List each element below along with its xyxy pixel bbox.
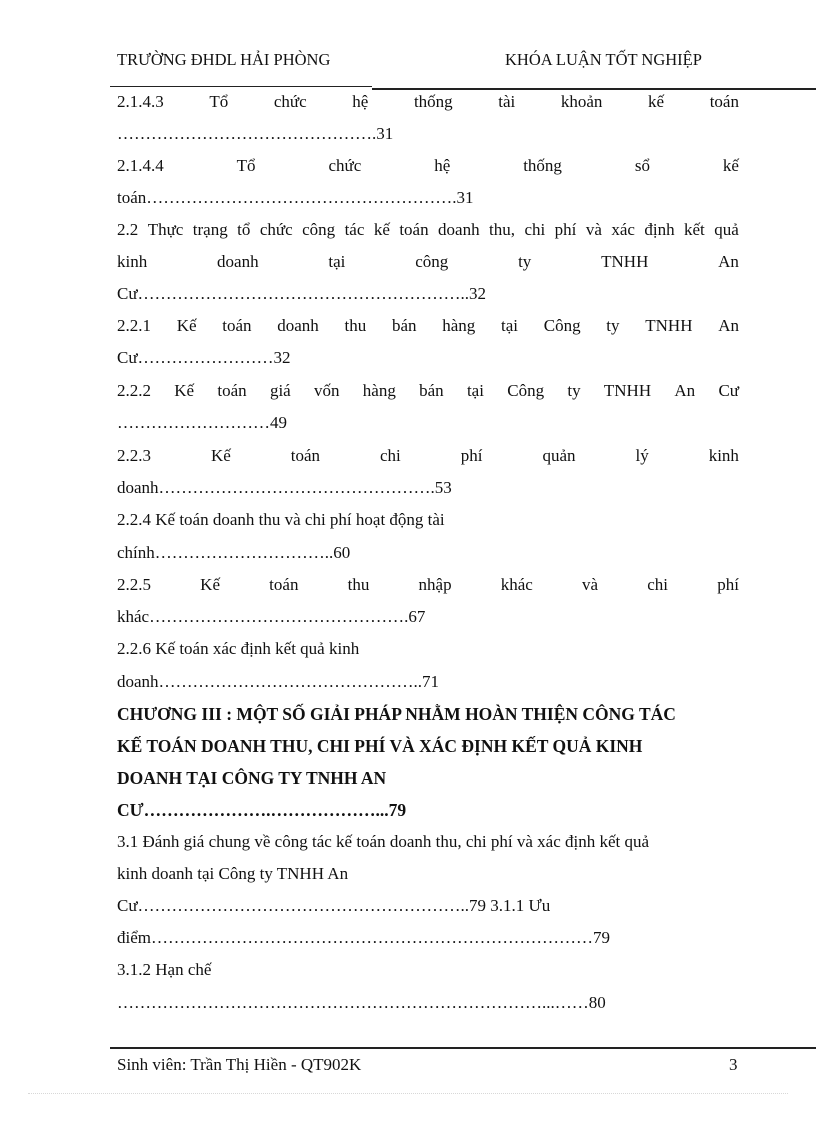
toc-word: 2.2.2 [117, 381, 151, 400]
toc-word: An [674, 381, 696, 400]
toc-word: 2.2.3 [117, 446, 151, 465]
toc-word: TNHH [601, 252, 649, 271]
toc-word: định [644, 220, 675, 239]
toc-line: chính…………………………..60 [117, 543, 351, 562]
toc-word: chi [380, 446, 401, 465]
toc-word: thu, [489, 220, 515, 239]
toc-line: điểm……………………………………………………………………79 [117, 928, 610, 947]
toc-word: thống [523, 156, 562, 175]
toc-word: và [582, 575, 599, 594]
toc-word: Công [507, 381, 545, 400]
toc-word: thu [347, 575, 370, 594]
footer-student-name: Sinh viên: Trần Thị Hiền - QT902K [117, 1055, 362, 1074]
toc-word: hệ [434, 156, 451, 175]
toc-word: Tổ [209, 92, 229, 111]
toc-word: chi [647, 575, 669, 594]
toc-word: tại [466, 381, 484, 400]
toc-word: thống [413, 92, 453, 111]
toc-word: sổ [634, 156, 650, 175]
toc-word: TNHH [603, 381, 652, 400]
toc-line: doanh………………………………………….53 [117, 478, 452, 497]
toc-word: chức [273, 92, 307, 111]
toc-word: phí [717, 575, 739, 594]
toc-word: khoản [560, 92, 603, 111]
toc-line: doanh………………………………………..71 [117, 672, 440, 691]
toc-word: hàng [362, 381, 396, 400]
toc-word: An [718, 316, 739, 335]
toc-word: tại [328, 252, 346, 271]
toc-word: 2.1.4.3 [117, 92, 164, 111]
toc-word: giá [269, 381, 291, 400]
toc-line: DOANH TẠI CÔNG TY TNHH AN [117, 768, 387, 788]
toc-word: phí [554, 220, 577, 239]
toc-word: TNHH [645, 316, 693, 335]
toc-line: khác……………………………………….67 [117, 607, 426, 626]
toc-word: tổ [237, 220, 251, 239]
toc-word: toán [269, 575, 299, 594]
toc-word: Kế [210, 446, 231, 465]
toc-line: …………………………………………………………………...……80 [117, 993, 606, 1012]
toc-line: Cư……………………32 [117, 348, 291, 367]
toc-word: vốn [314, 381, 340, 400]
toc-word: kinh [708, 446, 739, 465]
toc-word: toán [222, 316, 252, 335]
toc-word: toán [217, 381, 247, 400]
toc-word: Thực [147, 220, 184, 239]
toc-word: trạng [192, 220, 228, 239]
toc-line [117, 440, 739, 472]
toc-word: chi [524, 220, 546, 239]
toc-line: CHƯƠNG III : MỘT SỐ GIẢI PHÁP NHẰM HOÀN THIỆN CÔNG TÁC [117, 704, 676, 724]
toc-line [117, 310, 739, 342]
toc-line: 2.2.4 Kế toán doanh thu và chi phí hoạt động tài [117, 510, 445, 529]
toc-word: quả [714, 220, 739, 239]
toc-word: chức [259, 220, 293, 239]
toc-line: 3.1 Đánh giá chung về công tác kế toán doanh thu, chi phí và xác định kết quả [117, 832, 650, 851]
toc-word: Tổ [236, 156, 256, 175]
footer-page-number: 3 [729, 1055, 738, 1074]
toc-word: và [585, 220, 602, 239]
toc-word: toán [709, 92, 739, 111]
toc-word: ty [518, 252, 532, 271]
toc-word: Kế [174, 381, 195, 400]
toc-word: bán [391, 316, 417, 335]
toc-line: 2.2.6 Kế toán xác định kết quả kinh [117, 639, 360, 658]
toc-word: kế [648, 92, 665, 111]
toc-word: ty [606, 316, 620, 335]
toc-word: lý [635, 446, 649, 465]
toc-word: bán [419, 381, 444, 400]
toc-word: kết [684, 220, 705, 239]
toc-word: 2.2 [117, 220, 139, 239]
toc-word: công [415, 252, 449, 271]
toc-word: kế [373, 220, 390, 239]
toc-line [117, 375, 739, 407]
toc-line [117, 150, 739, 182]
toc-word: An [718, 252, 739, 271]
toc-word: ty [567, 381, 581, 400]
toc-line: ……………………………………….31 [117, 124, 394, 143]
toc-word: toán [399, 220, 429, 239]
toc-word: tác [344, 220, 365, 239]
toc-word: kinh [117, 252, 148, 271]
toc-line: KẾ TOÁN DOANH THU, CHI PHÍ VÀ XÁC ĐỊNH KẾT QUẢ KINH [117, 736, 643, 756]
toc-word: kế [722, 156, 739, 175]
toc-word: doanh [438, 220, 480, 239]
toc-line: toán……………………………………………….31 [117, 188, 474, 207]
toc-word: Cư [718, 381, 739, 400]
toc-word: toán [290, 446, 321, 465]
toc-line: 3.1.2 Hạn chế [117, 960, 212, 979]
toc-word: tài [498, 92, 516, 111]
toc-word: phí [460, 446, 483, 465]
toc-word: nhập [418, 575, 452, 594]
footer-rule [110, 1047, 816, 1049]
toc-word: chức [328, 156, 362, 175]
toc-word: xác [611, 220, 635, 239]
header-school-name: TRƯỜNG ĐHDL HẢI PHÒNG [117, 50, 331, 69]
toc-word: Kế [200, 575, 220, 594]
toc-word: hàng [442, 316, 476, 335]
toc-line [117, 86, 739, 118]
toc-word: doanh [217, 252, 259, 271]
toc-line: CƯ………………….………………...79 [117, 800, 407, 820]
toc-word: thu [344, 316, 367, 335]
toc-word: tại [501, 316, 519, 335]
toc-word: Kế [176, 316, 197, 335]
page-bottom-border [28, 1093, 788, 1094]
toc-line [117, 214, 739, 246]
toc-line: ………………………49 [117, 413, 287, 432]
toc-word: quản [542, 446, 576, 465]
toc-word: khác [500, 575, 533, 594]
toc-word: 2.2.1 [117, 316, 151, 335]
toc-line: Cư…………………………………………………..79 3.1.1 Ưu [117, 896, 551, 915]
toc-word: hệ [352, 92, 369, 111]
toc-word: 2.2.5 [117, 575, 151, 594]
toc-word: 2.1.4.4 [117, 156, 164, 175]
toc-line: kinh doanh tại Công ty TNHH An [117, 864, 349, 883]
toc-word: Công [543, 316, 581, 335]
toc-word: công [302, 220, 336, 239]
toc-word: doanh [277, 316, 319, 335]
header-document-type: KHÓA LUẬN TỐT NGHIỆP [505, 50, 702, 69]
toc-line: Cư…………………………………………………..32 [117, 284, 487, 303]
toc-line [117, 569, 739, 601]
toc-line [117, 246, 739, 278]
